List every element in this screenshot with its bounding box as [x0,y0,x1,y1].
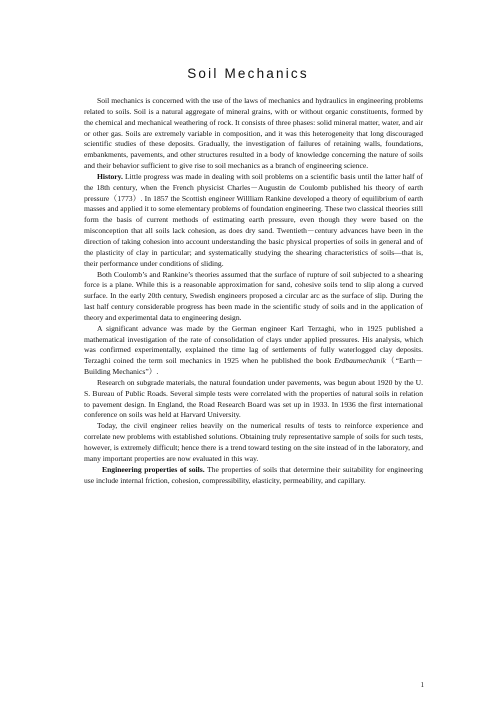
paragraph-text-after: （“Earth－Building Mechanics”）. [84,356,423,377]
paragraph-subgrade-research [84,378,423,421]
paragraph-coulomb-rankine [84,270,423,324]
page-number: 1 [420,681,424,689]
section-heading-engineering-properties: Engineering properties of soils. [102,464,205,474]
document-body [84,96,423,486]
book-title: Erdbaumechanik [334,356,386,366]
paragraph-text: A significant advance was made by the German engineer Karl Terzaghi, who in 1925 published a mathematical investigation of the rate of consolidation of clays under applied pressures. His analysis, which was confirmed experimentally, explained the time lag of settlements of fully waterlogged clay deposits. Terzaghi coined the term soil mechanics in 1925 when he published the book [84,323,423,366]
paragraph-text: Both Coulomb’s and Rankine’s theories assumed that the surface of rupture of soil subjected to a shearing force is a plane. While this is a reasonable approximation for sand, cohesive soils tend to slip along a curved surface. In the early 20th century, Swedish engineers proposed a circular arc as the surface of slip. During the last half century considerable progress has been made in the scientific study of soils and in the application of theory and experimental data to engineering design. [84,269,423,322]
paragraph-text: Today, the civil engineer relies heavily on the numerical results of tests to reinforce experience and correlate new problems with established solutions. Obtaining truly representative sample of soils for such tests, however, is extremely difficult; hence there is a trend toward testing on the site instead of in the laboratory, and many important properties are now evaluated in this way. [84,421,423,463]
paragraph-terzaghi [84,324,423,378]
paragraph-engineering-properties [84,465,423,487]
paragraph-intro [84,96,423,172]
paragraph-text: Soil mechanics is concerned with the use of the laws of mechanics and hydraulics in engineering problems related to soils. Soil is a natural aggregate of mineral grains, with or without organic constituents, formed by the chemical and mechanical weathering of rock. It consists of three phases: solid mineral matter, water, and air or other gas. Soils are extremely variable in composition, and it was this heterogeneity that long discouraged scientific studies of these deposits. Gradually, the investigation of failures of retaining walls, foundations, embankments, pavements, and other structures resulted in a body of knowledge concerning the nature of soils and their behavior sufficient to give rise to soil mechanics as a branch of engineering science. [84,96,423,171]
section-heading-history: History. [97,171,123,181]
paragraph-today [84,421,423,464]
page-title: Soil Mechanics [187,66,309,81]
paragraph-text: The properties of soils that determine their suitability for engineering use include internal friction, cohesion, compressibility, elasticity, permeability, and capillary. [84,464,423,485]
paragraph-text: Research on subgrade materials, the natural foundation under pavements, was begun about 1920 by the U. S. Bureau of Public Roads. Several simple tests were correlated with the properties of natural soils in relation to pavement design. In England, the Road Research Board was set up in 1933. In 1936 the first international conference on soils was held at Harvard University. [84,377,423,420]
paragraph-history [84,172,423,270]
paragraph-text: Little progress was made in dealing with soil problems on a scientific basis until the latter half of the 18th century, when the French physicist Charles－Augustin de Coulomb published his theory of earth pressure（1773）. In 1857 the Scottish engineer Willliam Rankine developed a theory of equilibrium of earth masses and applied it to some elementary problems of foundation engineering. These two classical theories still form the basis of current methods of estimating earth pressure, even though they were based on the misconception that all soils lack cohesion, as does dry sand. Twentieth－century advances have been in the direction of taking cohesion into account understanding the basic physical properties of soils in general and of the plasticity of clay in particular; and systematically studying the shearing characteristics of soils—that is, their performance under conditions of sliding. [84,171,423,268]
